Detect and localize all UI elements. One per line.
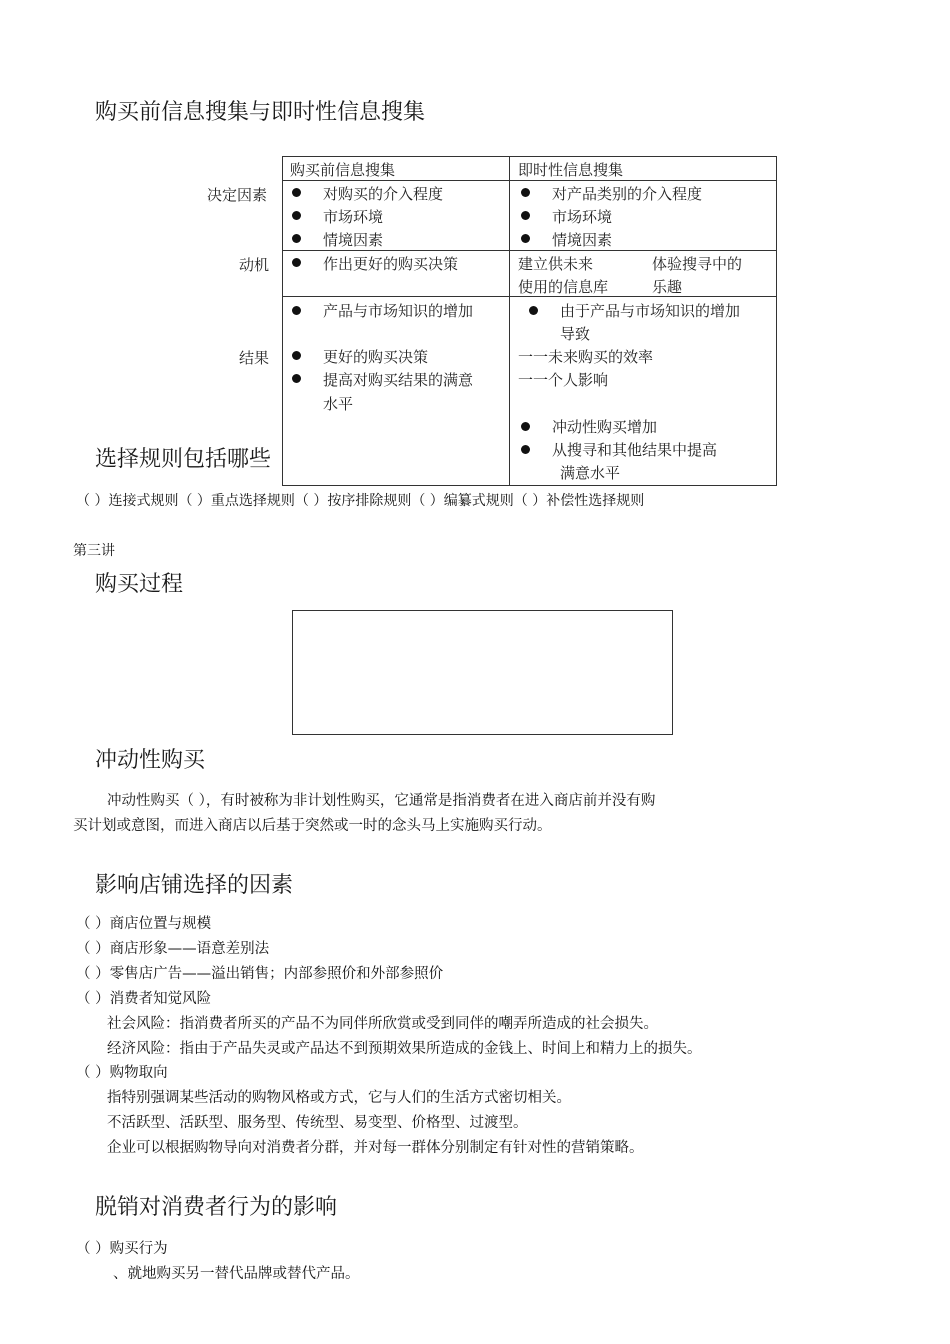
list-item: 不活跃型、活跃型、服务型、传统型、易变型、价格型、过渡型。 xyxy=(107,1115,528,1131)
cell-text: 提高对购买结果的满意 xyxy=(323,371,474,389)
impulse-para-line1: 冲动性购买（ ），有时被称为非计划性购买，它通常是指消费者在进入商店前并没有购 xyxy=(107,793,656,809)
cell-text: 产品与市场知识的增加 xyxy=(323,302,474,320)
cell-text: 对购买的介入程度 xyxy=(323,185,444,203)
list-item: （ ）零售店广告——溢出销售；内部参照价和外部参照价 xyxy=(76,966,444,982)
cell-text: 从搜寻和其他结果中提高 xyxy=(552,441,718,459)
cell-text: 水平 xyxy=(323,395,354,413)
bullet-icon xyxy=(529,306,538,315)
choice-rules-options: （ ）连接式规则（ ）重点选择规则（ ）按序排除规则（ ）编纂式规则（ ）补偿性选择规则 xyxy=(76,493,645,509)
list-item: 经济风险：指由于产品失灵或产品达不到预期效果所造成的金钱上、时间上和精力上的损失。 xyxy=(107,1041,702,1057)
list-item: 指特别强调某些活动的购物风格或方式，它与人们的生活方式密切相关。 xyxy=(107,1090,571,1106)
list-item: （ ）商店形象——语意差别法 xyxy=(76,941,270,957)
cell-text: 乐趣 xyxy=(652,278,683,296)
cell-text: 情境因素 xyxy=(323,231,384,249)
cell-text: 市场环境 xyxy=(552,208,613,226)
bullet-icon xyxy=(292,258,301,267)
cell-text: 建立供未来 xyxy=(518,255,594,273)
section-heading-info-search: 购买前信息搜集与即时性信息搜集 xyxy=(95,100,426,125)
cell-text: 作出更好的购买决策 xyxy=(323,255,459,273)
bullet-icon xyxy=(292,351,301,360)
cell-text: 对产品类别的介入程度 xyxy=(552,185,703,203)
row-label-determinants: 决定因素 xyxy=(207,186,268,204)
cell-text: 导致 xyxy=(560,325,591,343)
section-heading-impulse-buying: 冲动性购买 xyxy=(95,748,206,773)
row-label-results: 结果 xyxy=(239,349,270,367)
bullet-icon xyxy=(521,234,530,243)
bullet-icon xyxy=(521,211,530,220)
row-label-motivation: 动机 xyxy=(239,256,270,274)
cell-text: 一一未来购买的效率 xyxy=(518,348,654,366)
bullet-icon xyxy=(292,234,301,243)
list-item: （ ）消费者知觉风险 xyxy=(76,991,212,1007)
cell-text: 一一个人影响 xyxy=(518,371,609,389)
lecture-label: 第三讲 xyxy=(73,543,115,559)
cell-text: 使用的信息库 xyxy=(518,278,609,296)
cell-text: 更好的购买决策 xyxy=(323,348,429,366)
cell-text: 满意水平 xyxy=(560,464,621,482)
bullet-icon xyxy=(292,188,301,197)
bullet-icon xyxy=(521,188,530,197)
list-item: （ ）商店位置与规模 xyxy=(76,916,212,932)
list-item: （ ）购买行为 xyxy=(76,1241,168,1257)
section-heading-choice-rules: 选择规则包括哪些 xyxy=(95,447,272,472)
table-header-pre: 购买前信息搜集 xyxy=(290,161,396,179)
cell-text: 冲动性购买增加 xyxy=(552,418,658,436)
bullet-icon xyxy=(292,211,301,220)
section-heading-store-choice: 影响店铺选择的因素 xyxy=(95,873,294,898)
impulse-para-line2: 买计划或意图，而进入商店以后基于突然或一时的念头马上实施购买行动。 xyxy=(73,818,552,834)
cell-text: 市场环境 xyxy=(323,208,384,226)
section-heading-stockout: 脱销对消费者行为的影响 xyxy=(95,1195,338,1220)
purchase-process-blank-box xyxy=(292,610,673,735)
list-item: 社会风险：指消费者所买的产品不为同伴所欣赏或受到同伴的嘲弄所造成的社会损失。 xyxy=(107,1016,658,1032)
table-header-instant: 即时性信息搜集 xyxy=(518,161,624,179)
bullet-icon xyxy=(521,445,530,454)
list-item: 企业可以根据购物导向对消费者分群，并对每一群体分别制定有针对性的营销策略。 xyxy=(107,1140,644,1156)
bullet-icon xyxy=(292,306,301,315)
bullet-icon xyxy=(521,422,530,431)
cell-text: 由于产品与市场知识的增加 xyxy=(560,302,741,320)
cell-text: 体验搜寻中的 xyxy=(652,255,743,273)
cell-text: 情境因素 xyxy=(552,231,613,249)
bullet-icon xyxy=(292,374,301,383)
list-item: 、就地购买另一替代品牌或替代产品。 xyxy=(113,1266,360,1282)
section-heading-purchase-process: 购买过程 xyxy=(95,572,184,597)
list-item: （ ）购物取向 xyxy=(76,1065,168,1081)
